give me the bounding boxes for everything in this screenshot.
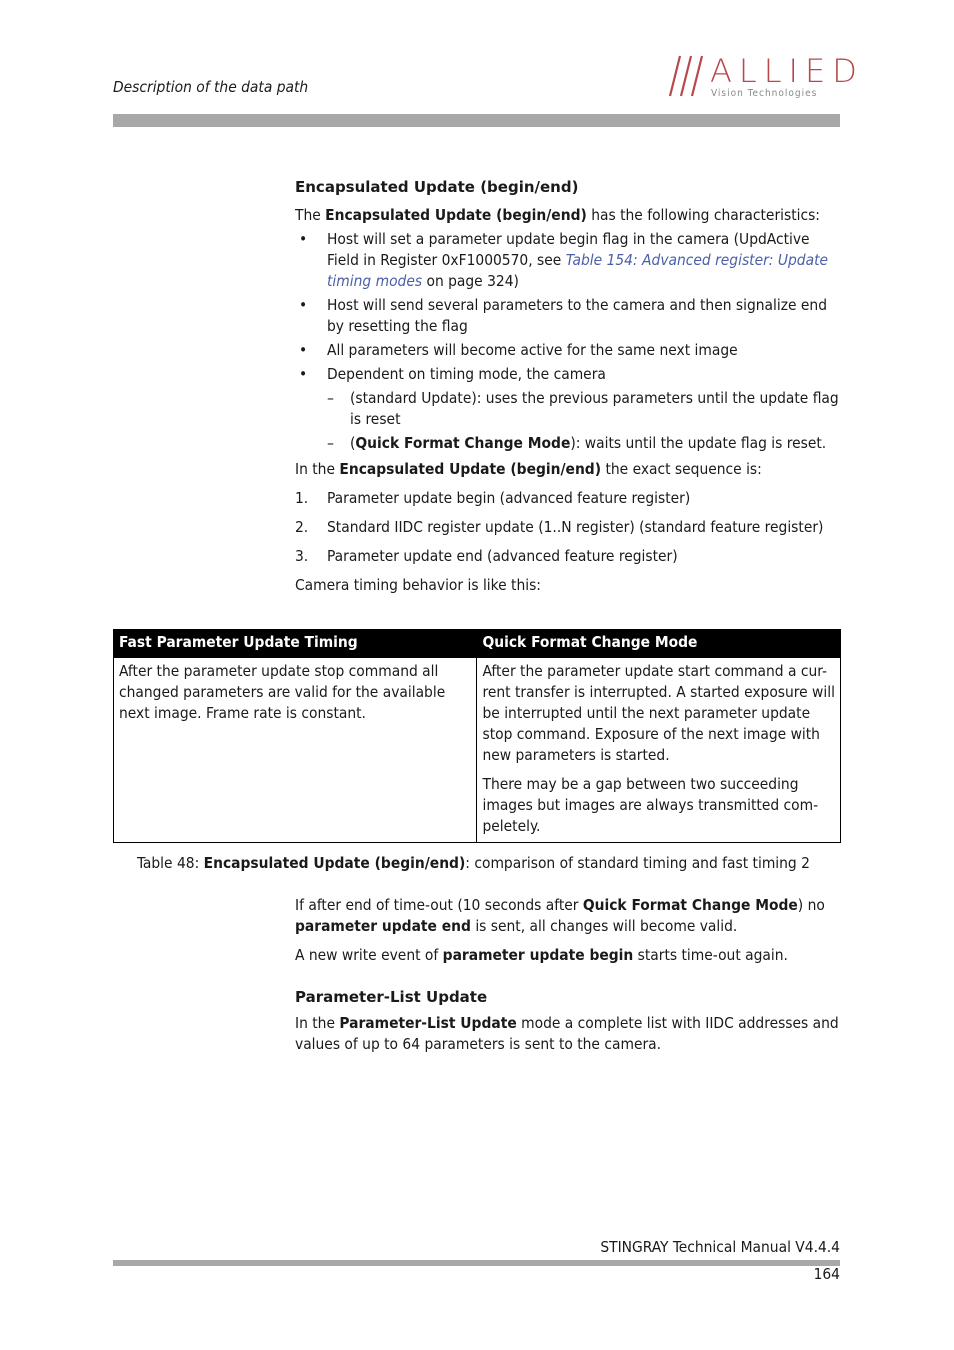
- allied-logo: [668, 52, 864, 102]
- intro-paragraph: The Encapsulated Update (begin/end) has the following characteristics:: [295, 206, 820, 224]
- list-item: 2. Standard IIDC register update (1..N register) (standard feature register): [295, 518, 824, 536]
- list-item: 3. Parameter update end (advanced feature register): [295, 547, 678, 565]
- table-cell: After the parameter update stop command all changed parameters are valid for the available next image. Frame rate is constant.: [114, 658, 477, 843]
- footer-manual-title: STINGRAY Technical Manual V4.4.4: [600, 1238, 840, 1256]
- logo-word: ALLIED: [710, 52, 864, 90]
- section-heading: Parameter-List Update: [295, 988, 488, 1006]
- sequence-intro: In the Encapsulated Update (begin/end) the exact sequence is:: [295, 460, 762, 478]
- list-item: – (Quick Format Change Mode): waits until the update flag is reset.: [327, 434, 827, 452]
- section-heading: Encapsulated Update (begin/end): [295, 178, 579, 196]
- table-caption: Table 48: Encapsulated Update (begin/end): comparison of standard timing and fast timing 2: [137, 854, 810, 872]
- characteristics-list: [295, 229, 843, 454]
- timing-mode-sublist: [327, 388, 843, 454]
- table-header-row: [114, 630, 841, 658]
- list-item: – (standard Update): uses the previous parameters until the update flag is reset: [327, 389, 839, 428]
- section-encapsulated-update: [295, 178, 843, 596]
- table-154-link[interactable]: Table 154: Advanced register: Update timing modes: [327, 251, 829, 290]
- list-item: • Dependent on timing mode, the camera – (standard Update): uses the previous parameters until the update flag is reset – (Quick Format Change Mode): waits until the update flag is reset.: [295, 364, 843, 454]
- column-header: Quick Format Change Mode: [477, 630, 841, 658]
- page-number: 164: [813, 1265, 840, 1283]
- rewrite-paragraph: A new write event of parameter update begin starts time-out again.: [295, 946, 788, 964]
- table-cell: After the parameter update start command a cur-rent transfer is interrupted. A started exposure will be interrupted until the next parameter update stop command. Exposure of the next image with new parameters is started. There may be a gap between two succeeding images but images are always transmitted com-peletely.: [477, 658, 841, 843]
- list-item: • Host will set a parameter update begin flag in the camera (UpdActive Field in Register 0xF1000570, see Table 154: Advanced register: Update timing modes on page 324): [299, 230, 829, 290]
- list-item: • All parameters will become active for the same next image: [299, 341, 738, 359]
- timeout-paragraph: If after end of time-out (10 seconds after Quick Format Change Mode) no parameter update end is sent, all changes will become valid.: [295, 896, 825, 935]
- section-parameter-list-update: [295, 988, 843, 1055]
- sequence-list: [295, 488, 843, 567]
- running-header: Description of the data path: [113, 78, 309, 96]
- timing-comparison-table: [113, 629, 841, 843]
- column-header: Fast Parameter Update Timing: [114, 630, 477, 658]
- parameter-list-paragraph: In the Parameter-List Update mode a complete list with IIDC addresses and values of up to 64 parameters is sent to the camera.: [295, 1014, 839, 1053]
- footer-rule: [113, 1260, 840, 1266]
- logo-slashes-icon: [668, 54, 710, 100]
- list-item: 1. Parameter update begin (advanced feature register): [295, 489, 691, 507]
- timing-intro: Camera timing behavior is like this:: [295, 576, 541, 594]
- header-rule: [113, 114, 840, 127]
- logo-subtitle: Vision Technologies: [711, 88, 818, 99]
- list-item: • Host will send several parameters to the camera and then signalize end by resetting the flag: [299, 296, 827, 335]
- timeout-paragraphs: [295, 895, 843, 966]
- table-row: [114, 658, 841, 843]
